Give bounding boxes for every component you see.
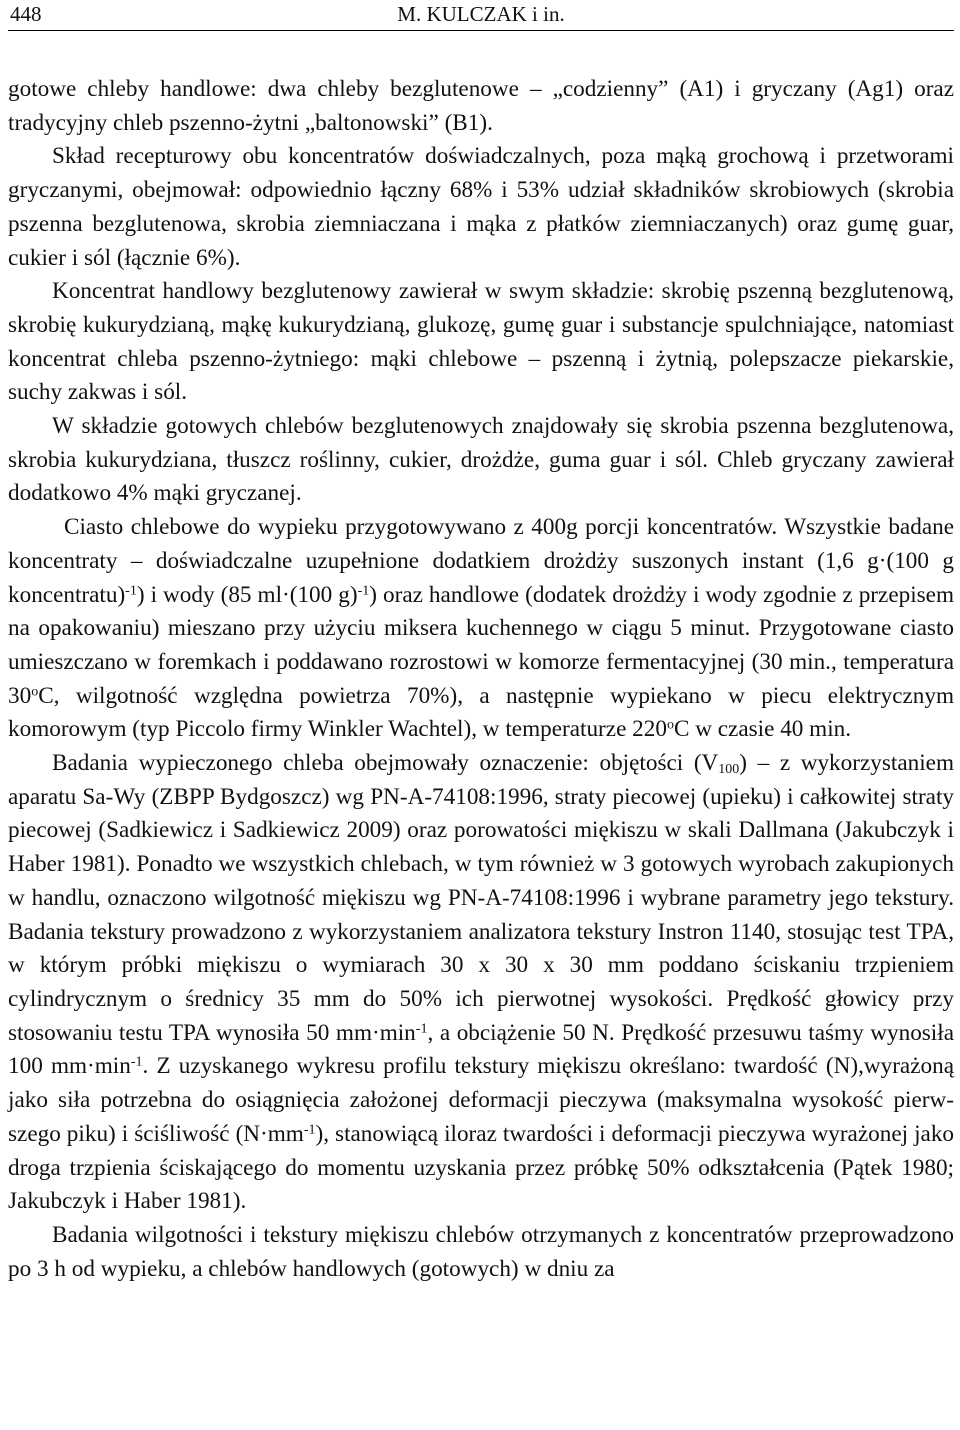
- text-run: C, wilgotność względna powietrza 70%), a następnie wypiekano w piecu elektrycznym komorowym (typ Piccolo firmy Winkler Wachtel), w temperaturze 220: [8, 682, 954, 743]
- text-run: ) – z wykorzystaniem aparatu Sa-Wy (ZBPP Bydgoszcz) wg PN-A-74108:1996, straty piecowej (upieku) i całkowitej straty piecowej (Sadkiewicz i Sadkiewicz 2009) oraz porowatości miękiszu w skali Dallmana (Jakubczyk i Haber 1981). Ponadto we wszystkich chlebach, w tym również w 3 gotowych wyrobach zakupionych w handlu, oznaczono wilgotność miękiszu wg PN-A-74108:1996 i wybrane parametry jego tekstury. Badania tekstury prowadzono z wykorzystaniem analizatora tekstury Instron 1140, stosując test TPA, w którym próbki miękiszu o wymiarach 30 x 30 x 30 mm poddano ściskaniu trzpieniem cylindrycznym o średnicy 35 mm do 50% ich pierwotnej wysokości. Prędkość głowicy przy stosowaniu testu TPA wynosiła 50 mm·min: [8, 750, 954, 1046]
- text-run: C w czasie 40 min.: [673, 716, 852, 743]
- paragraph-ready-breads: W składzie gotowych chlebów bezglutenowych znajdowały się skrobia pszenna bezglutenowa, skrobia kukurydziana, tłuszcz roślinny, cukier, drożdże, guma guar i sól. Chleb gryczany zawierał dodatkowo 4% mąki gryczanej.: [8, 413, 954, 507]
- superscript: -1: [130, 1054, 143, 1070]
- superscript: -1: [303, 1122, 316, 1138]
- text-run: ) oraz handlowe (dodatek drożdży i wody zgodnie z przepisem na opakowaniu) mieszano przy użyciu miksera kuchennego w ciągu 5 minut. Przygotowane ciasto umieszczano w foremkach i poddawano rozrostowi w komorze fermentacyjnej (30 min., temperatura 30: [8, 581, 954, 709]
- superscript: -1: [415, 1021, 428, 1036]
- running-title: M. KULCZAK i in.: [397, 2, 565, 26]
- text-run: Ciasto chlebowe do wypieku przygotowywano z 400g porcji koncentratów. Wszystkie badane koncentraty – doświadczalne uzupełnione dodatkiem drożdży suszonych instant (1,6 g·(100 g koncentratu): [8, 514, 954, 608]
- paragraph-intro: gotowe chleby handlowe: dwa chleby bezglutenowe – „codzienny” (A1) i gryczany (Ag1) oraz tradycyjny chleb pszenno-żytni „baltonowski” (B1).: [8, 76, 954, 136]
- text-run: ), stanowiącą iloraz twardości i deformacji pieczywa wyrażonej jako droga trzpienia ściskającego do momentu uzyskania przez próbkę 50% odkształcenia (Pątek 1980; Jakubczyk i Haber 1981).: [8, 1120, 955, 1215]
- paragraph-dough-preparation: [8, 511, 954, 747]
- page-number: 448: [10, 2, 42, 26]
- paragraph-moisture-texture: Badania wilgotności i tekstury miękiszu chlebów otrzymanych z koncentratów przeprowadzono po 3 h od wypieku, a chlebów handlowych (gotowych) w dniu za: [8, 1221, 954, 1282]
- subscript: 100: [718, 761, 740, 777]
- superscript: -1: [357, 582, 370, 598]
- text-run: . Z uzyskanego wykresu profilu tekstury miękiszu określano: twardość (N),wyrażoną jako siła potrzebna do osiągnięcia założonej deformacji pieczywa (maksymalna wysokość pierwszego piku) i ściśliwość (N·mm: [8, 1053, 954, 1147]
- superscript: o: [666, 717, 674, 733]
- superscript: -1: [125, 582, 137, 598]
- text-run: Badania wypieczonego chleba obejmowały oznaczenie: objętości (V: [52, 750, 719, 777]
- paragraph-recipe: Skład recepturowy obu koncentratów doświadczalnych, poza mąką grochową i przetworami gryczanymi, obejmował: odpowiednio łączny 68% i 53% udział składników skrobiowych (skrobia pszenna bezglutenowa, skrobia ziemniaczana i mąka z płatków ziemniaczanych) oraz gumę guar, cukier i sól (łącznie 6%).: [8, 143, 954, 271]
- text-run: , a obciążenie 50 N. Prędkość przesuwu taśmy wynosiła 100 mm·min: [8, 1019, 954, 1080]
- paragraph-bread-analysis: [8, 747, 954, 1219]
- running-header: [8, 0, 954, 31]
- body-text: [8, 73, 954, 1286]
- superscript: o: [31, 683, 39, 699]
- text-run: ) i wody (85 ml·(100 g): [136, 581, 358, 608]
- paragraph-commercial-concentrate: Koncentrat handlowy bezglutenowy zawierał w swym składzie: skrobię pszenną bezglutenową, skrobię kukurydzianą, mąkę kukurydzianą, glukozę, gumę guar i substancje spulchniające, natomiast koncentrat chleba pszenno-żytniego: mąki chlebowe – pszenną i żytnią, polepszacze piekarskie, suchy zakwas i sól.: [8, 278, 954, 406]
